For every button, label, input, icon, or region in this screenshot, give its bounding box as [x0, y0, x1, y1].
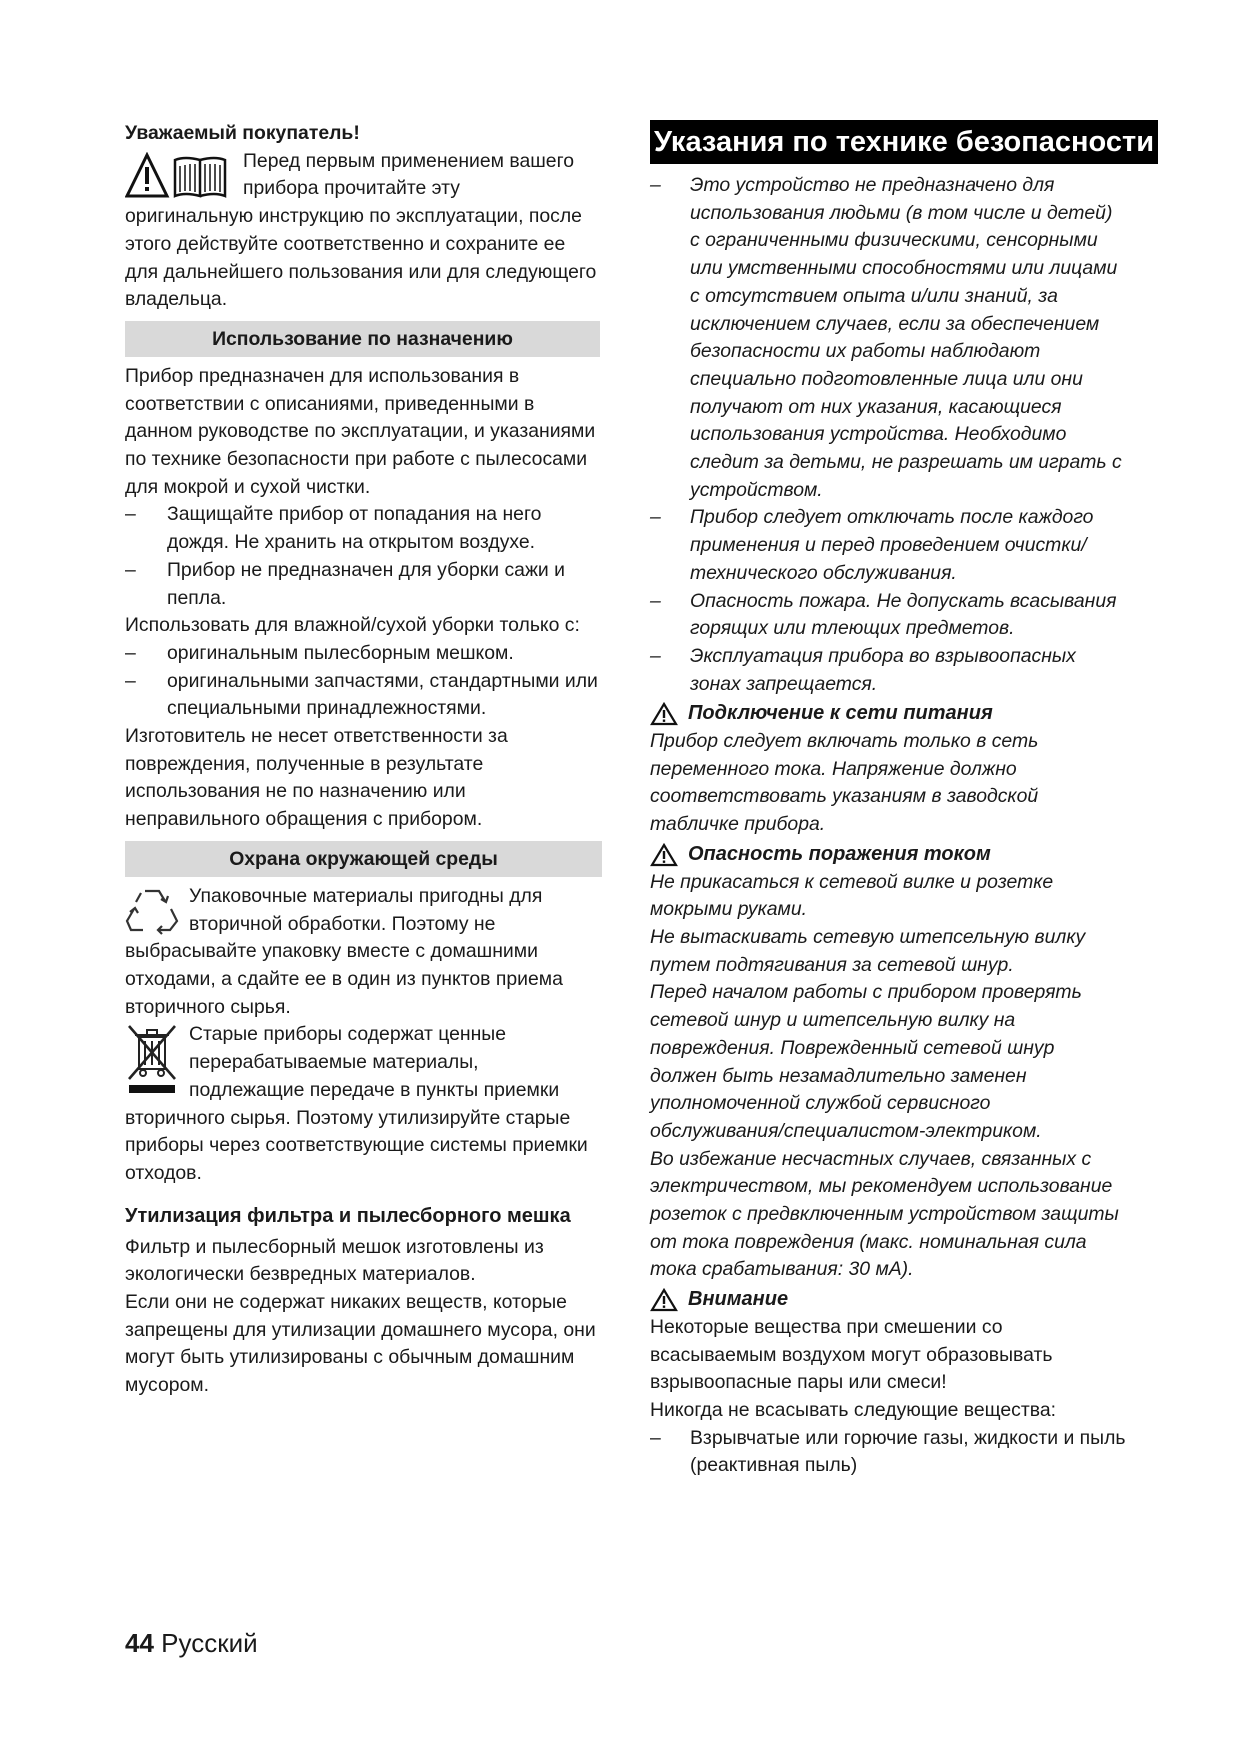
use-paragraph: Использовать для влажной/сухой уборки только с: [125, 614, 580, 637]
warning-icon [650, 843, 678, 867]
list-item: – Защищайте прибор от попадания на него дождя. Не хранить на открытом воздухе. [125, 501, 600, 556]
power-heading [650, 700, 1126, 728]
list-item: – Взрывчатые или горючие газы, жидкости и пыль (реактивная пыль) [650, 1425, 1126, 1480]
shock-paragraph: Перед началом работы с прибором проверять сетевой шнур и штепсельную вилку на повреждения. Поврежденный сетевой шнур должен быть незамадлительно заменен уполномоченной службой сервисного обслуживания/специалистом-электриком. [650, 981, 1082, 1142]
intro [125, 148, 600, 314]
power-text: Прибор следует включать только в сеть переменного тока. Напряжение должно соответствовать указаниям в заводской табличке прибора. [650, 730, 1039, 836]
page-footer [125, 1626, 258, 1660]
recycle-icon [125, 885, 179, 935]
shock-heading [650, 841, 1126, 869]
weee-line: подлежащие передаче в пункты приемки [189, 1078, 560, 1101]
list-item: – Эксплуатация прибора во взрывоопасных зонах запрещается. [650, 643, 1126, 698]
safety-bullets [650, 172, 1126, 698]
list-item: – Это устройство не предназначено для использования людьми (в том числе и детей) с ограниченными физическими, сенсорными или умственными способностями или лицами с отсутствием опыта и/или знаний, за исключением случаев, если за обеспечением безопасности их работы наблюдают специально подготовленные лица или они получают от них указания, касающиеся использования устройства. Необходимо следит за детьми, не разрешать им играть с устройством. [650, 172, 1126, 504]
section-heading-filter: Утилизация фильтра и пылесборного мешка [125, 1204, 571, 1227]
use-paragraph: Изготовитель не несет ответственности за повреждения, полученные в результате использования не по назначению или неправильного обращения с прибором. [125, 725, 508, 831]
warning-icon [650, 1288, 678, 1312]
left-column [125, 120, 600, 1400]
intro-line: прибора прочитайте эту [243, 177, 460, 200]
language-label: Русский [161, 1628, 258, 1658]
shock-paragraph: Не прикасаться к сетевой вилке и розетке мокрыми руками. [650, 870, 1054, 921]
filter-paragraph: Фильтр и пылесборный мешок изготовлены из экологически безвредных материалов. [125, 1235, 544, 1286]
right-column [650, 120, 1155, 1480]
attention-heading-text: Внимание [688, 1288, 789, 1311]
intro-text: оригинальную инструкцию по эксплуатации, после этого действуйте соответственно и сохраните ее для дальнейшего пользования или для следующего владельца. [125, 205, 597, 311]
shock-paragraph: Не вытаскивать сетевую штепсельную вилку путем подтягивания за сетевой шнур. [650, 925, 1086, 976]
shock-paragraph: Во избежание несчастных случаев, связанных с электричеством, мы рекомендуем использование розеток с предвключенным устройством защиты от тока повреждения (макс. номинальная сила тока срабатывания: 30 мА). [650, 1147, 1119, 1281]
safety-title: Указания по технике безопасности [650, 120, 1158, 164]
page-number: 44 [125, 1628, 154, 1658]
use-paragraph: Прибор предназначен для использования в соответствии с описаниями, приведенными в данном руководстве по эксплуатации, и указаниями по технике безопасности при работе с пылесосами для мокрой и сухой чистки. [125, 364, 596, 498]
weee-line: Старые приборы содержат ценные [189, 1023, 507, 1046]
attention-bullets [650, 1425, 1126, 1480]
section-heading-use: Использование по назначению [125, 321, 600, 357]
shock-heading-text: Опасность поражения током [688, 842, 991, 865]
warning-read-manual-icon [125, 152, 235, 200]
use-bullets [125, 640, 600, 723]
power-heading-text: Подключение к сети питания [688, 702, 993, 725]
weee-block [125, 1021, 600, 1187]
list-item: – Прибор следует отключать после каждого применения и перед проведением очистки/ технического обслуживания. [650, 504, 1126, 587]
recycle-line: Упаковочные материалы пригодны для [189, 884, 543, 907]
list-item: – Прибор не предназначен для уборки сажи и пепла. [125, 557, 600, 612]
filter-paragraph: Если они не содержат никаких веществ, которые запрещены для утилизации домашнего мусора, они могут быть утилизированы с обычным домашним мусором. [125, 1291, 596, 1397]
weee-text: вторичного сырья. Поэтому утилизируйте старые приборы через соответствующие системы приемки отходов. [125, 1106, 588, 1184]
recycle-text: выбрасывайте упаковку вместе с домашними отходами, а сдайте ее в один из пунктов приема вторичного сырья. [125, 940, 563, 1018]
use-bullets [125, 501, 600, 612]
intro-line: Перед первым применением вашего [243, 149, 574, 172]
recycle-block [125, 883, 600, 1022]
attention-paragraph: Некоторые вещества при смешении со всасываемым воздухом могут образовывать взрывоопасные пары или смеси! [650, 1315, 1053, 1394]
section-heading-environment: Охрана окружающей среды [125, 841, 602, 877]
list-item: – оригинальным пылесборным мешком. [125, 640, 600, 668]
list-item: – Опасность пожара. Не допускать всасывания горящих или тлеющих предметов. [650, 588, 1126, 643]
attention-heading [650, 1286, 1126, 1314]
greeting: Уважаемый покупатель! [125, 122, 360, 144]
crossed-bin-icon [125, 1023, 179, 1095]
weee-line: перерабатываемые материалы, [189, 1051, 479, 1074]
attention-paragraph: Никогда не всасывать следующие вещества: [650, 1398, 1056, 1421]
recycle-line: вторичной обработки. Поэтому не [189, 912, 496, 935]
list-item: – оригинальными запчастями, стандартными или специальными принадлежностями. [125, 668, 600, 723]
warning-icon [650, 702, 678, 726]
